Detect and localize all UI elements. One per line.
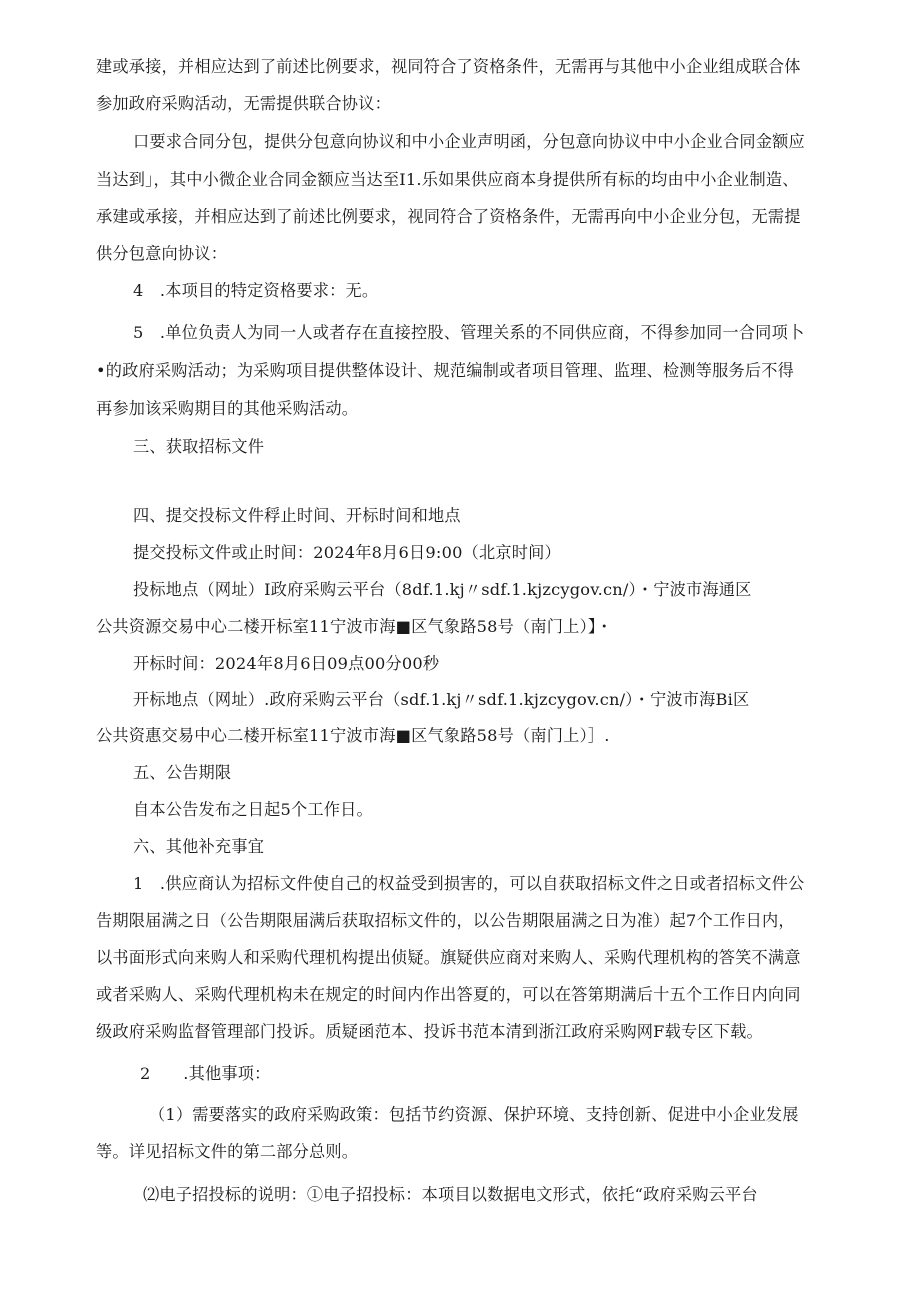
section-heading: 五、公告期限 [133, 763, 232, 782]
section-heading: 三、获取招标文件 [133, 437, 265, 456]
text-line: 再参加该采购期目的其他采购活动。 [96, 399, 359, 418]
text-line: 投标地点（网址）I政府采购云平台（8df.1.kj〃sdf.1.kjzcygov.cn/）・宁波市海通区 [133, 580, 752, 599]
text-line: 级政府采购监督管理部门投诉。质疑函范本、投诉书范本清到浙江政府采购网F载专区下载。 [96, 1022, 763, 1041]
text-line: 1 .供应商认为招标文件使自己的权益受到损害的，可以自获取招标文件之日或者招标文件公 [133, 874, 805, 893]
text-line: 建或承接，并相应达到了前述比例要求，视同符合了资格条件，无需再与其他中小企业组成联合体 [96, 57, 801, 76]
text-line: （1）需要落实的政府采购政策：包括节约资源、保护环境、支持创新、促进中小企业发展 [149, 1105, 799, 1124]
text-line: 口要求合同分包，提供分包意向协议和中小企业声明函，分包意向协议中中小企业合同金额应 [133, 132, 805, 151]
section-heading: 四、提交投标文件稃止时间、开标时间和地点 [133, 506, 461, 525]
text-line: 提交投标文件或止时间：2024年8月6日9:00（北京时间） [133, 543, 561, 562]
text-line: 2 .其他事项： [140, 1064, 271, 1083]
text-line: ⑵电子招投标的说明：①电子招投标：本项目以数据电文形式，依托“政府采购云平台 [143, 1185, 758, 1204]
text-line: 5 .单位负责人为同一人或者存在直接控股、管理关系的不同供应商，不得参加同一合同项卜 [133, 323, 805, 342]
text-line: 公共资源交易中心二楼开标室11宁波市海■区气象路58号（南门上）】・ [96, 617, 613, 636]
text-line: 开标地点（网址）.政府采购云平台（sdf.1.kj〃sdf.1.kjzcygov.cn/）・宁波市海Bi区 [133, 690, 750, 709]
text-line: 等。详见招标文件的第二部分总则。 [96, 1142, 359, 1161]
text-line: 当达到」，其中小微企业合同金额应当达至I1.乐如果供应商本身提供所有标的均由中小企业制造、 [96, 170, 799, 189]
text-line: •的政府采购活动；为采购项目提供整体设计、规范编制或者项目管理、监理、检测等服务后不得 [96, 361, 795, 380]
text-line: 告期限届满之日（公告期限届满后获取招标文件的，以公告期限届满之日为准）起7个工作日内， [96, 911, 795, 930]
section-heading: 六、其他补充事宜 [133, 837, 265, 856]
text-line: 以书面形式向来购人和采购代理机构提出侦疑。旗疑供应商对来购人、采购代理机构的答笑不满意 [96, 948, 801, 967]
text-line: 开标时间：2024年8月6日09点00分00秒 [133, 654, 440, 673]
text-line: 承建或承接，并相应达到了前述比例要求，视同符合了资格条件，无需再向中小企业分包，无需提 [96, 207, 801, 226]
text-line: 4 .本项目的特定资格要求：无。 [133, 281, 379, 300]
text-line: 参加政府采购活动，无需提供联合协议： [96, 94, 391, 113]
text-line: 或者采购人、采购代理机构未在规定的时间内作出答夏的，可以在答第期满后十五个工作日内向同 [96, 985, 801, 1004]
text-line: 公共资惠交易中心二楼开标室11宁波市海■区气象路58号（南门上）］. [96, 726, 610, 745]
text-line: 自本公告发布之日起5个工作日。 [133, 800, 373, 819]
text-line: 供分包意向协议： [96, 244, 228, 263]
